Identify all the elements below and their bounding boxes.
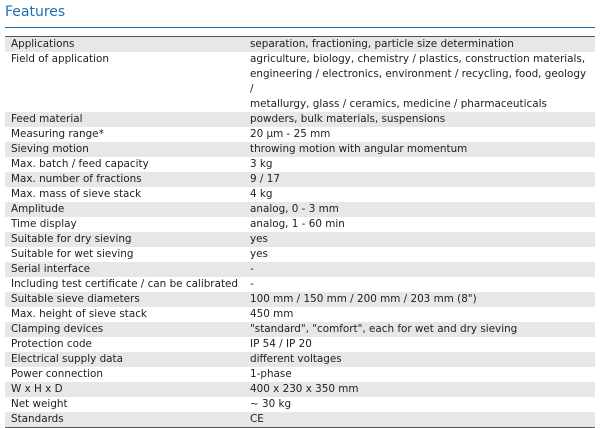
feature-value-line: IP 54 / IP 20: [250, 338, 312, 350]
feature-value: [244, 382, 595, 397]
feature-value: [244, 157, 595, 172]
feature-value-line: 9 / 17: [250, 173, 280, 185]
features-table-body: [5, 37, 595, 428]
feature-label: Amplitude: [11, 203, 65, 215]
feature-value-line: yes: [250, 233, 268, 245]
feature-label: Applications: [5, 37, 244, 53]
feature-label: Electrical supply data: [11, 353, 123, 365]
feature-label: Measuring range*: [11, 128, 104, 140]
feature-value: [244, 352, 595, 367]
feature-label: Power connection: [11, 368, 103, 380]
feature-value-line: different voltages: [250, 353, 342, 365]
feature-value: [244, 217, 595, 232]
table-row: [5, 127, 595, 142]
feature-label: Suitable for wet sieving: [11, 248, 134, 260]
table-row: [5, 247, 595, 262]
feature-value: [244, 187, 595, 202]
feature-label: Max. batch / feed capacity: [11, 158, 149, 170]
feature-value-line: analog, 0 - 3 mm: [250, 203, 339, 215]
table-row: [5, 292, 595, 307]
feature-value-line: "standard", "comfort", each for wet and dry sieving: [250, 323, 518, 335]
feature-value-line: metallurgy, glass / ceramics, medicine / pharmaceuticals: [250, 98, 547, 110]
feature-value: [244, 397, 595, 412]
feature-value: [244, 247, 595, 262]
feature-label: Field of application: [11, 53, 109, 65]
feature-value: [244, 202, 595, 217]
table-row: [5, 397, 595, 412]
feature-value-line: separation, fractioning, particle size determination: [250, 38, 514, 50]
table-row: [5, 262, 595, 277]
feature-value: [244, 292, 595, 307]
table-row: [5, 337, 595, 352]
features-table: [5, 36, 595, 428]
feature-value: [244, 232, 595, 247]
feature-value-line: 4 kg: [250, 188, 273, 200]
table-row: [5, 202, 595, 217]
feature-label: Sieving motion: [11, 143, 89, 155]
feature-label: Feed material: [11, 113, 83, 125]
feature-value-line: agriculture, biology, chemistry / plastics, construction materials,: [250, 53, 586, 65]
feature-value: [244, 127, 595, 142]
feature-value-line: powders, bulk materials, suspensions: [250, 113, 446, 125]
feature-value: [244, 52, 595, 112]
feature-label: Max. height of sieve stack: [11, 308, 147, 320]
table-row: [5, 382, 595, 397]
feature-value-line: ~ 30 kg: [250, 398, 292, 410]
table-row: [5, 232, 595, 247]
feature-value-line: 1-phase: [250, 368, 292, 380]
feature-value: [244, 337, 595, 352]
table-row: [5, 412, 595, 428]
feature-label: Protection code: [11, 338, 92, 350]
feature-label: W x H x D: [11, 383, 63, 395]
feature-value: [244, 367, 595, 382]
feature-value: [244, 172, 595, 187]
feature-value-line: 450 mm: [250, 308, 294, 320]
feature-label: Net weight: [11, 398, 68, 410]
feature-value-line: engineering / electronics, environment / recycling, food, geology /: [250, 68, 587, 95]
feature-label: Clamping devices: [11, 323, 104, 335]
table-row: [5, 157, 595, 172]
feature-value: [244, 412, 595, 428]
feature-value-line: analog, 1 - 60 min: [250, 218, 345, 230]
feature-value: [244, 307, 595, 322]
feature-value: [244, 277, 595, 292]
feature-value-line: 3 kg: [250, 158, 273, 170]
feature-label: Suitable sieve diameters: [11, 293, 140, 305]
table-row: [5, 187, 595, 202]
table-row: [5, 367, 595, 382]
feature-value-line: -: [250, 278, 254, 290]
feature-value: [244, 262, 595, 277]
table-row: [5, 277, 595, 292]
feature-label: Suitable for dry sieving: [11, 233, 132, 245]
table-row: [5, 112, 595, 127]
table-row: [5, 217, 595, 232]
feature-label: Serial interface: [11, 263, 91, 275]
feature-label: Time display: [11, 218, 77, 230]
feature-label: Max. mass of sieve stack: [11, 188, 142, 200]
page-title: Features: [5, 4, 66, 20]
feature-value-line: yes: [250, 248, 268, 260]
table-row: [5, 172, 595, 187]
feature-value-line: throwing motion with angular momentum: [250, 143, 468, 155]
table-row: [5, 307, 595, 322]
feature-label: Standards: [5, 412, 244, 428]
feature-label: Including test certificate / can be calibrated: [11, 278, 239, 290]
feature-value-line: 20 µm - 25 mm: [250, 128, 331, 140]
table-row: [5, 52, 595, 112]
feature-value-line: CE: [250, 413, 264, 425]
table-row: [5, 352, 595, 367]
table-row: [5, 37, 595, 53]
title-divider: [5, 27, 595, 28]
feature-value: [244, 112, 595, 127]
feature-value: [244, 37, 595, 53]
feature-value: [244, 142, 595, 157]
feature-value-line: 100 mm / 150 mm / 200 mm / 203 mm (8"): [250, 293, 477, 305]
feature-value-line: 400 x 230 x 350 mm: [250, 383, 359, 395]
feature-value-line: -: [250, 263, 254, 275]
table-row: [5, 142, 595, 157]
table-row: [5, 322, 595, 337]
feature-value: [244, 322, 595, 337]
feature-label: Max. number of fractions: [11, 173, 142, 185]
